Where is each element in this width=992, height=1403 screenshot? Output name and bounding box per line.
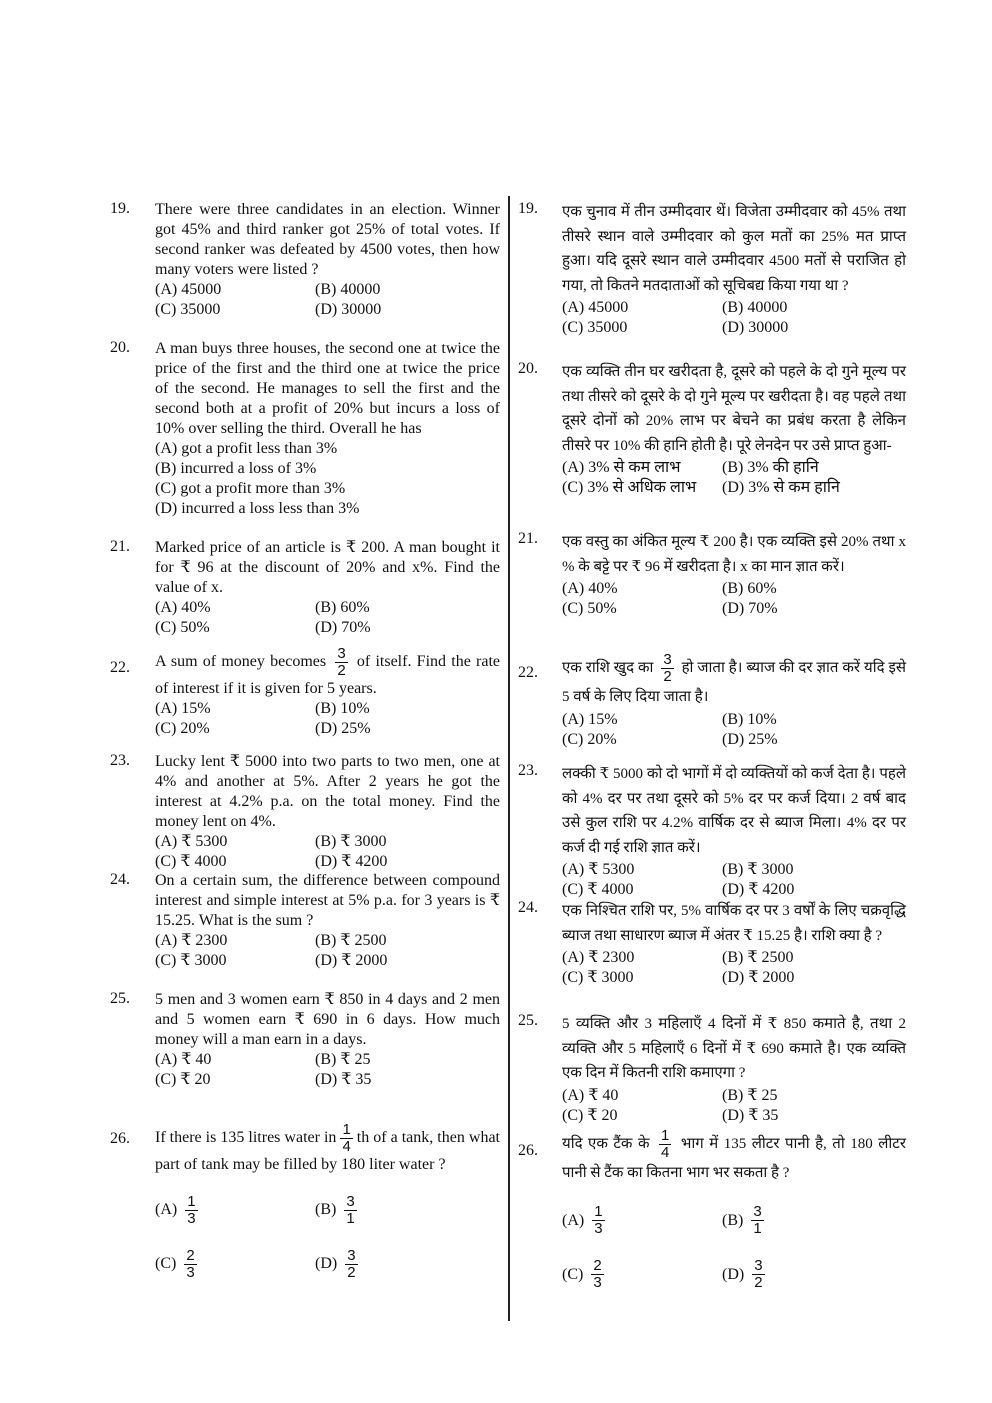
fraction-numerator: 3 — [754, 1257, 763, 1275]
answer-option[interactable]: (A) 45000 — [155, 281, 222, 298]
answer-option[interactable] — [722, 1194, 902, 1248]
answer-option[interactable]: (C) ₹ 4000 — [155, 853, 227, 870]
answer-option[interactable]: (C) 50% — [155, 619, 210, 636]
fraction-numerator: 1 — [342, 1121, 351, 1138]
answer-option[interactable]: (D) ₹ 35 — [315, 1071, 372, 1088]
question-text — [562, 1128, 906, 1186]
answer-option[interactable]: (A) ₹ 2300 — [562, 949, 635, 966]
question-text-part: एक वस्तु का अंकित मूल्य ₹ 200 है। एक व्यक्ति इसे 20% तथा x % के बट्टे पर ₹ 96 में खरीदता है। x का मान ज्ञात करें। — [562, 534, 906, 575]
question-number: 21. — [110, 538, 130, 555]
fraction-numerator: 3 — [337, 645, 346, 662]
fraction — [661, 652, 673, 685]
question-number: 23. — [110, 752, 130, 769]
question-text-part: There were three candidates in an election. Winner got 45% and third ranker got 25% of total votes. If second ranker was defeated by 4500 votes, then how many voters were listed ? — [155, 201, 500, 278]
question-body — [562, 1128, 906, 1302]
answer-option[interactable]: (A) 15% — [562, 710, 618, 728]
question-number: 20. — [518, 360, 538, 377]
fraction — [591, 1258, 603, 1291]
answer-option[interactable]: (B) ₹ 2500 — [315, 932, 387, 949]
answer-option[interactable]: (A) got a profit less than 3% — [155, 440, 338, 457]
answer-option[interactable]: (C) 20% — [562, 730, 617, 748]
fraction-denominator: 4 — [661, 1144, 670, 1161]
fraction-numerator: 3 — [346, 1192, 355, 1210]
answer-option[interactable]: (C) 35000 — [155, 301, 221, 318]
question-number: 26. — [518, 1142, 538, 1159]
answer-option[interactable]: (C) 3% से अधिक लाभ — [562, 479, 697, 496]
answer-option[interactable]: (B) 3% की हानि — [722, 459, 819, 476]
fraction-numerator: 2 — [186, 1246, 195, 1264]
option-label: (D) — [315, 1255, 338, 1272]
answer-option[interactable]: (B) ₹ 25 — [722, 1086, 778, 1104]
question-body — [562, 652, 906, 750]
answer-option[interactable]: (A) ₹ 40 — [562, 1086, 619, 1104]
option-label: (C) — [155, 1255, 177, 1272]
answer-option[interactable]: (A) ₹ 5300 — [562, 861, 635, 878]
question-number: 25. — [110, 990, 130, 1007]
answer-option[interactable]: (D) ₹ 2000 — [722, 969, 795, 986]
answer-option[interactable]: (C) ₹ 20 — [155, 1071, 211, 1088]
answer-option[interactable]: (D) 30000 — [722, 319, 789, 336]
question-number: 22. — [110, 659, 130, 676]
fraction-denominator: 4 — [342, 1138, 351, 1155]
fraction-denominator: 2 — [337, 662, 346, 679]
answer-option[interactable]: (D) 25% — [722, 730, 778, 748]
fraction-numerator: 1 — [661, 1127, 670, 1144]
question-text — [562, 1012, 906, 1086]
question-text-part: लक्की ₹ 5000 को दो भागों में दो व्यक्तियों को कर्ज देता है। पहले को 4% दर पर तथा दूसरे को 5% दर पर कर्ज दिया। 2 वर्ष बाद उसे कुल राशि पर 4.2% वार्षिक दर से ब्याज मिला। 4% दर पर कर्ज दी गई राशि ज्ञात करें। — [562, 766, 906, 856]
question-number: 24. — [518, 899, 538, 916]
question-text-part: of itself. Find the rate of interest if it is given for 5 years. — [155, 653, 500, 697]
question-text — [562, 530, 906, 579]
answer-options — [562, 710, 906, 750]
question-text-part: यदि एक टैंक के — [562, 1135, 655, 1152]
fraction-numerator: 3 — [753, 1203, 762, 1221]
fraction-denominator: 1 — [346, 1209, 355, 1227]
answer-option[interactable]: (C) 50% — [562, 600, 617, 617]
answer-option[interactable]: (D) ₹ 2000 — [315, 952, 388, 969]
question-text-part: On a certain sum, the difference between compound interest and simple interest at 5% p.a. for 3 years is ₹ 15.25. What is the sum ? — [155, 872, 500, 929]
question-text-part: If there is 135 litres water in — [155, 1129, 337, 1147]
answer-option[interactable]: (B) 40000 — [722, 299, 788, 316]
answer-option[interactable]: (C) ₹ 20 — [562, 1106, 618, 1124]
fraction-denominator: 3 — [187, 1209, 196, 1227]
question-number: 23. — [518, 762, 538, 779]
fraction — [752, 1258, 764, 1291]
answer-option[interactable]: (C) ₹ 3000 — [562, 969, 634, 986]
answer-options — [562, 1086, 906, 1126]
question-body — [562, 530, 906, 619]
question-text-part: एक चुनाव में तीन उम्मीदवार थें। विजेता उम्मीदवार को 45% तथा तीसरे स्थान वाले उम्मीदवार को कुल मतों का 25% मत प्राप्त हुआ। यदि दूसरे स्थान वाले उम्मीदवार 4500 मतों से पराजित हो गया, तो कितने मतदाताओं को सूचिबद्य किया गया था ? — [562, 204, 906, 294]
fraction-numerator: 1 — [594, 1203, 603, 1221]
answer-option[interactable] — [562, 1248, 722, 1302]
answer-option[interactable] — [562, 1194, 722, 1248]
answer-options — [562, 1194, 906, 1302]
answer-option[interactable]: (C) ₹ 3000 — [155, 952, 227, 969]
fraction-denominator: 3 — [593, 1274, 602, 1292]
answer-option[interactable]: (D) 3% से कम हानि — [722, 479, 840, 496]
answer-option[interactable] — [722, 1248, 902, 1302]
fraction — [592, 1204, 604, 1237]
answer-option[interactable]: (B) 10% — [722, 710, 777, 728]
question-body — [562, 762, 906, 900]
answer-options — [562, 948, 906, 988]
question-text — [562, 762, 906, 860]
answer-option[interactable]: (A) ₹ 2300 — [155, 932, 228, 949]
question-text — [562, 200, 906, 298]
answer-option[interactable]: (B) 60% — [722, 580, 777, 597]
answer-option[interactable]: (B) incurred a loss of 3% — [155, 460, 317, 477]
question-number: 25. — [518, 1012, 538, 1029]
question-text-part: A sum of money becomes — [155, 653, 332, 671]
fraction-denominator: 2 — [663, 668, 672, 685]
question-number: 21. — [518, 530, 538, 547]
question-text-part: Lucky lent ₹ 5000 into two parts to two men, one at 4% and another at 5%. After 2 years he got the interest at 4.2% p.a. on the total money. Find the money lent on 4%. — [155, 753, 500, 830]
answer-option[interactable]: (B) ₹ 3000 — [722, 861, 794, 878]
answer-option[interactable]: (B) 60% — [315, 599, 370, 616]
fraction-numerator: 3 — [663, 651, 672, 668]
question-text-part: 5 व्यक्ति और 3 महिलाएँ 4 दिनों में ₹ 850 कमाते है, तथा 2 व्यक्ति और 5 महिलाएँ 6 दिनों में ₹ 690 कमाते है। एक व्यक्ति एक दिन में कितनी राशि कमाएगा ? — [562, 1016, 906, 1081]
question-text-part: Marked price of an article is ₹ 200. A man bought it for ₹ 96 at the discount of 20% and x%. Find the value of x. — [155, 539, 500, 596]
answer-options — [562, 579, 906, 619]
question-text-part: एक व्यक्ति तीन घर खरीदता है, दूसरे को पहले के दो गुने मूल्य पर तथा तीसरे को दूसरे के दो गुने मूल्य पर खरीदता है। वह पहले तथा दूसरे दोनों को 20% लाभ पर बेचने का प्रबंध करता है लेकिन तीसरे पर 10% की हानि होती है। पूरे लेनदेन पर उसे प्राप्त हुआ- — [562, 364, 906, 454]
fraction-denominator: 2 — [754, 1274, 763, 1292]
question-text-part: th of a tank, then what part of tank may be filled by 180 liter water ? — [155, 1129, 500, 1173]
answer-option[interactable]: (A) ₹ 40 — [155, 1051, 212, 1068]
fraction-denominator: 3 — [594, 1220, 603, 1238]
answer-option[interactable]: (D) 30000 — [315, 301, 382, 318]
answer-option[interactable]: (B) ₹ 2500 — [722, 949, 794, 966]
question-text-part: A man buys three houses, the second one at twice the price of the first and the third one at twice the price of the second. He manages to sell the first and the second both at a profit of 20% but incurs a loss of 10% over selling the third. Overall he has — [155, 340, 500, 437]
answer-options — [562, 458, 906, 498]
answer-option[interactable]: (D) ₹ 4200 — [722, 881, 795, 898]
fraction — [751, 1204, 763, 1237]
answer-option[interactable]: (C) ₹ 4000 — [562, 881, 634, 898]
answer-option[interactable]: (C) 20% — [155, 720, 210, 737]
question-text-part: 5 men and 3 women earn ₹ 850 in 4 days and 2 men and 5 women earn ₹ 690 in 6 days. How much money will a man earn in a days. — [155, 991, 500, 1048]
answer-option[interactable]: (D) ₹ 35 — [722, 1106, 779, 1124]
question-number: 22. — [518, 664, 538, 681]
answer-options — [562, 860, 906, 900]
answer-option[interactable]: (A) ₹ 5300 — [155, 833, 228, 850]
fraction-denominator: 1 — [753, 1220, 762, 1238]
fraction-numerator: 1 — [187, 1192, 196, 1210]
option-label: (D) — [722, 1265, 745, 1283]
answer-option[interactable]: (C) got a profit more than 3% — [155, 480, 346, 497]
question-text — [562, 360, 906, 458]
option-label: (B) — [315, 1201, 337, 1218]
question-number: 24. — [110, 871, 130, 888]
question-body — [562, 360, 906, 498]
answer-option[interactable]: (D) 70% — [315, 619, 371, 636]
question-number: 19. — [518, 200, 538, 217]
answer-option[interactable]: (C) 35000 — [562, 319, 628, 336]
answer-option[interactable]: (D) ₹ 4200 — [315, 853, 388, 870]
question-text-part: हो जाता है। ब्याज की दर ज्ञात करें यदि इसे 5 वर्ष के लिए दिया जाता है। — [562, 659, 906, 705]
answer-option[interactable]: (D) 25% — [315, 720, 371, 737]
answer-option[interactable]: (A) 15% — [155, 700, 211, 717]
option-label: (A) — [155, 1201, 178, 1218]
option-label: (B) — [722, 1211, 744, 1229]
fraction-denominator: 2 — [347, 1263, 356, 1281]
question-number: 20. — [110, 339, 130, 356]
answer-option[interactable]: (A) 3% से कम लाभ — [562, 459, 681, 476]
answer-option[interactable]: (A) 40% — [562, 580, 618, 597]
fraction-numerator: 2 — [593, 1257, 602, 1275]
question-text-part: एक निश्चित राशि पर, 5% वार्षिक दर पर 3 वर्षों के लिए चक्रवृद्धि ब्याज तथा साधारण ब्याज में अंतर ₹ 15.25 है। राशि क्या है ? — [562, 903, 906, 944]
answer-option[interactable]: (B) 10% — [315, 700, 370, 717]
question-body — [562, 1012, 906, 1126]
answer-option[interactable]: (A) 45000 — [562, 299, 629, 316]
answer-option[interactable]: (B) ₹ 25 — [315, 1051, 371, 1068]
answer-option[interactable]: (A) 40% — [155, 599, 211, 616]
question-text-part: भाग में 135 लीटर पानी है, तो 180 लीटर पानी से टैंक का कितना भाग भर सकता है ? — [562, 1135, 906, 1181]
question-text — [562, 652, 906, 710]
answer-options — [562, 298, 906, 338]
question-body — [562, 899, 906, 988]
question-text — [562, 899, 906, 948]
option-label: (A) — [562, 1211, 585, 1229]
fraction-numerator: 3 — [347, 1246, 356, 1264]
answer-option[interactable]: (B) ₹ 3000 — [315, 833, 387, 850]
option-label: (C) — [562, 1265, 584, 1283]
answer-option[interactable]: (D) 70% — [722, 600, 778, 617]
answer-option[interactable]: (D) incurred a loss less than 3% — [155, 500, 360, 517]
question-number: 26. — [110, 1130, 130, 1147]
question-text-part: एक राशि खुद का — [562, 659, 658, 676]
question-number: 19. — [110, 200, 130, 217]
fraction-denominator: 3 — [186, 1263, 195, 1281]
answer-option[interactable]: (B) 40000 — [315, 281, 381, 298]
fraction — [659, 1128, 671, 1161]
question-body — [562, 200, 906, 338]
